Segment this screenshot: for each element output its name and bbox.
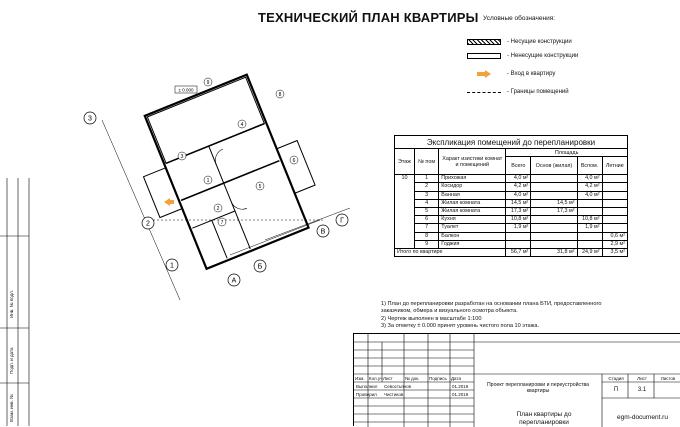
svg-text:3: 3 [180,154,184,160]
stamp-stage: П [613,387,619,393]
level-tag [175,86,197,93]
binding-strip [0,178,30,426]
explication-caption: Экспликация помещений до перепланировки [395,136,628,149]
axis-marker-g [336,214,348,226]
stamp-name-author: Севостьянов [384,384,412,389]
page-title: ТЕХНИЧЕСКИЙ ПЛАН КВАРТИРЫ [258,10,479,25]
axis-marker-v [317,225,329,237]
side-label-replace: Взам. инв. № [9,394,14,422]
room-label-8 [276,90,284,98]
room-label-2 [214,204,222,212]
room-label-6 [290,156,298,164]
table-row: 7 Туалет 1,9 м² 1,9 м² [395,224,628,232]
svg-text:9: 9 [206,80,210,86]
axis-markers [84,112,348,286]
legend-item-nonbearing: - Ненесущие конструкции [467,50,578,62]
stamp-drawing-title: План квартиры до перепланировки [516,411,572,426]
table-row: 8 Балкон 0,6 м² [395,232,628,240]
table-row: 5 Жилая комната 17,3 м² 17,3 м² [395,207,628,215]
stamp-col-headers: Изм. Кол.уч Лист № док. Подпись Дата [355,376,461,381]
legend-title: Условные обозначения: [483,15,556,22]
axis-marker-1 [166,259,178,271]
axis-marker-2 [142,217,154,229]
explication-table: Экспликация помещений до перепланировки Этаж № пом Характ изистики комнат и помещений Площадь Всего Основ (жилая) Вспом. Летние 10 1 Прихожая 4,0 м² 4,0 м² 2 Косидор 4,2 м² 4,2 м² 3 Ванная 4,0 м² 4,0 м² 4 Жилая комната 14,5 м² 14,5 м² 5 Жилая комната 17,3 м² 17,3 м² 6 Кухня 10,8 м² 10,8 м² 7 Туалет 1,9 м² 1,9 м² 8 Балкон 0,6 м² 9 Годжия 2,9 м² Итого по квартире 56,7 м² 31,8 м² 24,9 м² 3,5 м² [394,135,628,257]
room-label-4 [238,120,246,128]
table-total-row: Итого по квартире 56,7 м² 31,8 м² 24,9 м² 3,5 м² [395,248,628,256]
svg-text:Б: Б [257,263,263,271]
notes: 1) План до перепланировки разработан на основании плана БТИ, предоставленного заказчиком, обмера и визуального осмотра объекта. 2) Чертеж выполнен в масштабе 1:100 3) За отметку ± 0.000 принят уровень чистого пола 10 этажа. [381,301,602,330]
dashed-line-swatch [467,92,501,93]
table-row: 4 Жилая комната 14,5 м² 14,5 м² [395,199,628,207]
table-row: 3 Ванная 4,0 м² 4,0 м² [395,191,628,199]
legend-item-boundary: - Границы помещений [467,86,578,98]
orange-arrow-icon [467,70,501,78]
stamp-date-author: 01.2019 [452,384,469,389]
svg-text:3: 3 [88,115,92,123]
svg-text:1: 1 [170,262,174,270]
table-row: 9 Годжия 2,9 м² [395,240,628,248]
svg-text:А: А [231,277,237,285]
room-label-9 [204,78,212,86]
svg-text:6: 6 [292,158,296,164]
hatched-wall-swatch [467,39,501,45]
axis-marker-a [228,274,240,286]
side-label-inv: Инв. № подл. [9,289,14,318]
table-row: 6 Кухня 10,8 м² 10,8 м² [395,216,628,224]
stamp-date-checker: 01.2019 [452,392,469,397]
legend-item-entrance: - Вход в квартиру [467,68,578,80]
svg-text:В: В [320,228,326,236]
entrance-arrow-icon [164,198,174,206]
room-label-3 [178,152,186,160]
side-label-sign: Подп. и дата [9,347,14,374]
room-label-5 [256,182,264,190]
stamp-project: Проект перепланировки и переустройства квартиры [486,382,590,394]
svg-text:± 0.000: ± 0.000 [178,87,194,93]
plain-wall-swatch [467,53,501,59]
stamp-sheet: 3.1 [637,387,647,393]
room-label-7 [218,218,226,226]
svg-text:1: 1 [206,178,210,184]
stamp-role-checker: Проверил [356,392,377,397]
svg-text:8: 8 [278,92,282,98]
svg-text:4: 4 [240,122,244,128]
legend-item-bearing: - Несущие конструкции [467,36,578,48]
axis-marker-b [254,260,266,272]
floor-plan [80,60,380,300]
title-block: Изм. Кол.уч Лист № док. Подпись Дата Выполнил Севостьянов 01.2019 Проверил Чистиков 01.2019 Проект перепланировки и переустройства квартиры Стадия Лист Листов П 3.1 План квартиры до перепланировки egm-document.ru [353,333,680,426]
stamp-site: egm-document.ru [617,414,668,421]
stamp-name-checker: Чистиков [384,392,404,397]
svg-text:5: 5 [258,184,262,190]
table-row: 2 Косидор 4,2 м² 4,2 м² [395,183,628,191]
stamp-role-author: Выполнил [356,384,378,389]
axis-marker-3 [84,112,96,124]
svg-text:7: 7 [220,220,224,226]
table-row: 10 1 Прихожая 4,0 м² 4,0 м² [395,175,628,183]
legend [467,36,578,98]
svg-text:2: 2 [146,220,150,228]
room-label-1 [204,176,212,184]
svg-text:2: 2 [216,206,220,212]
svg-text:Г: Г [340,217,344,225]
